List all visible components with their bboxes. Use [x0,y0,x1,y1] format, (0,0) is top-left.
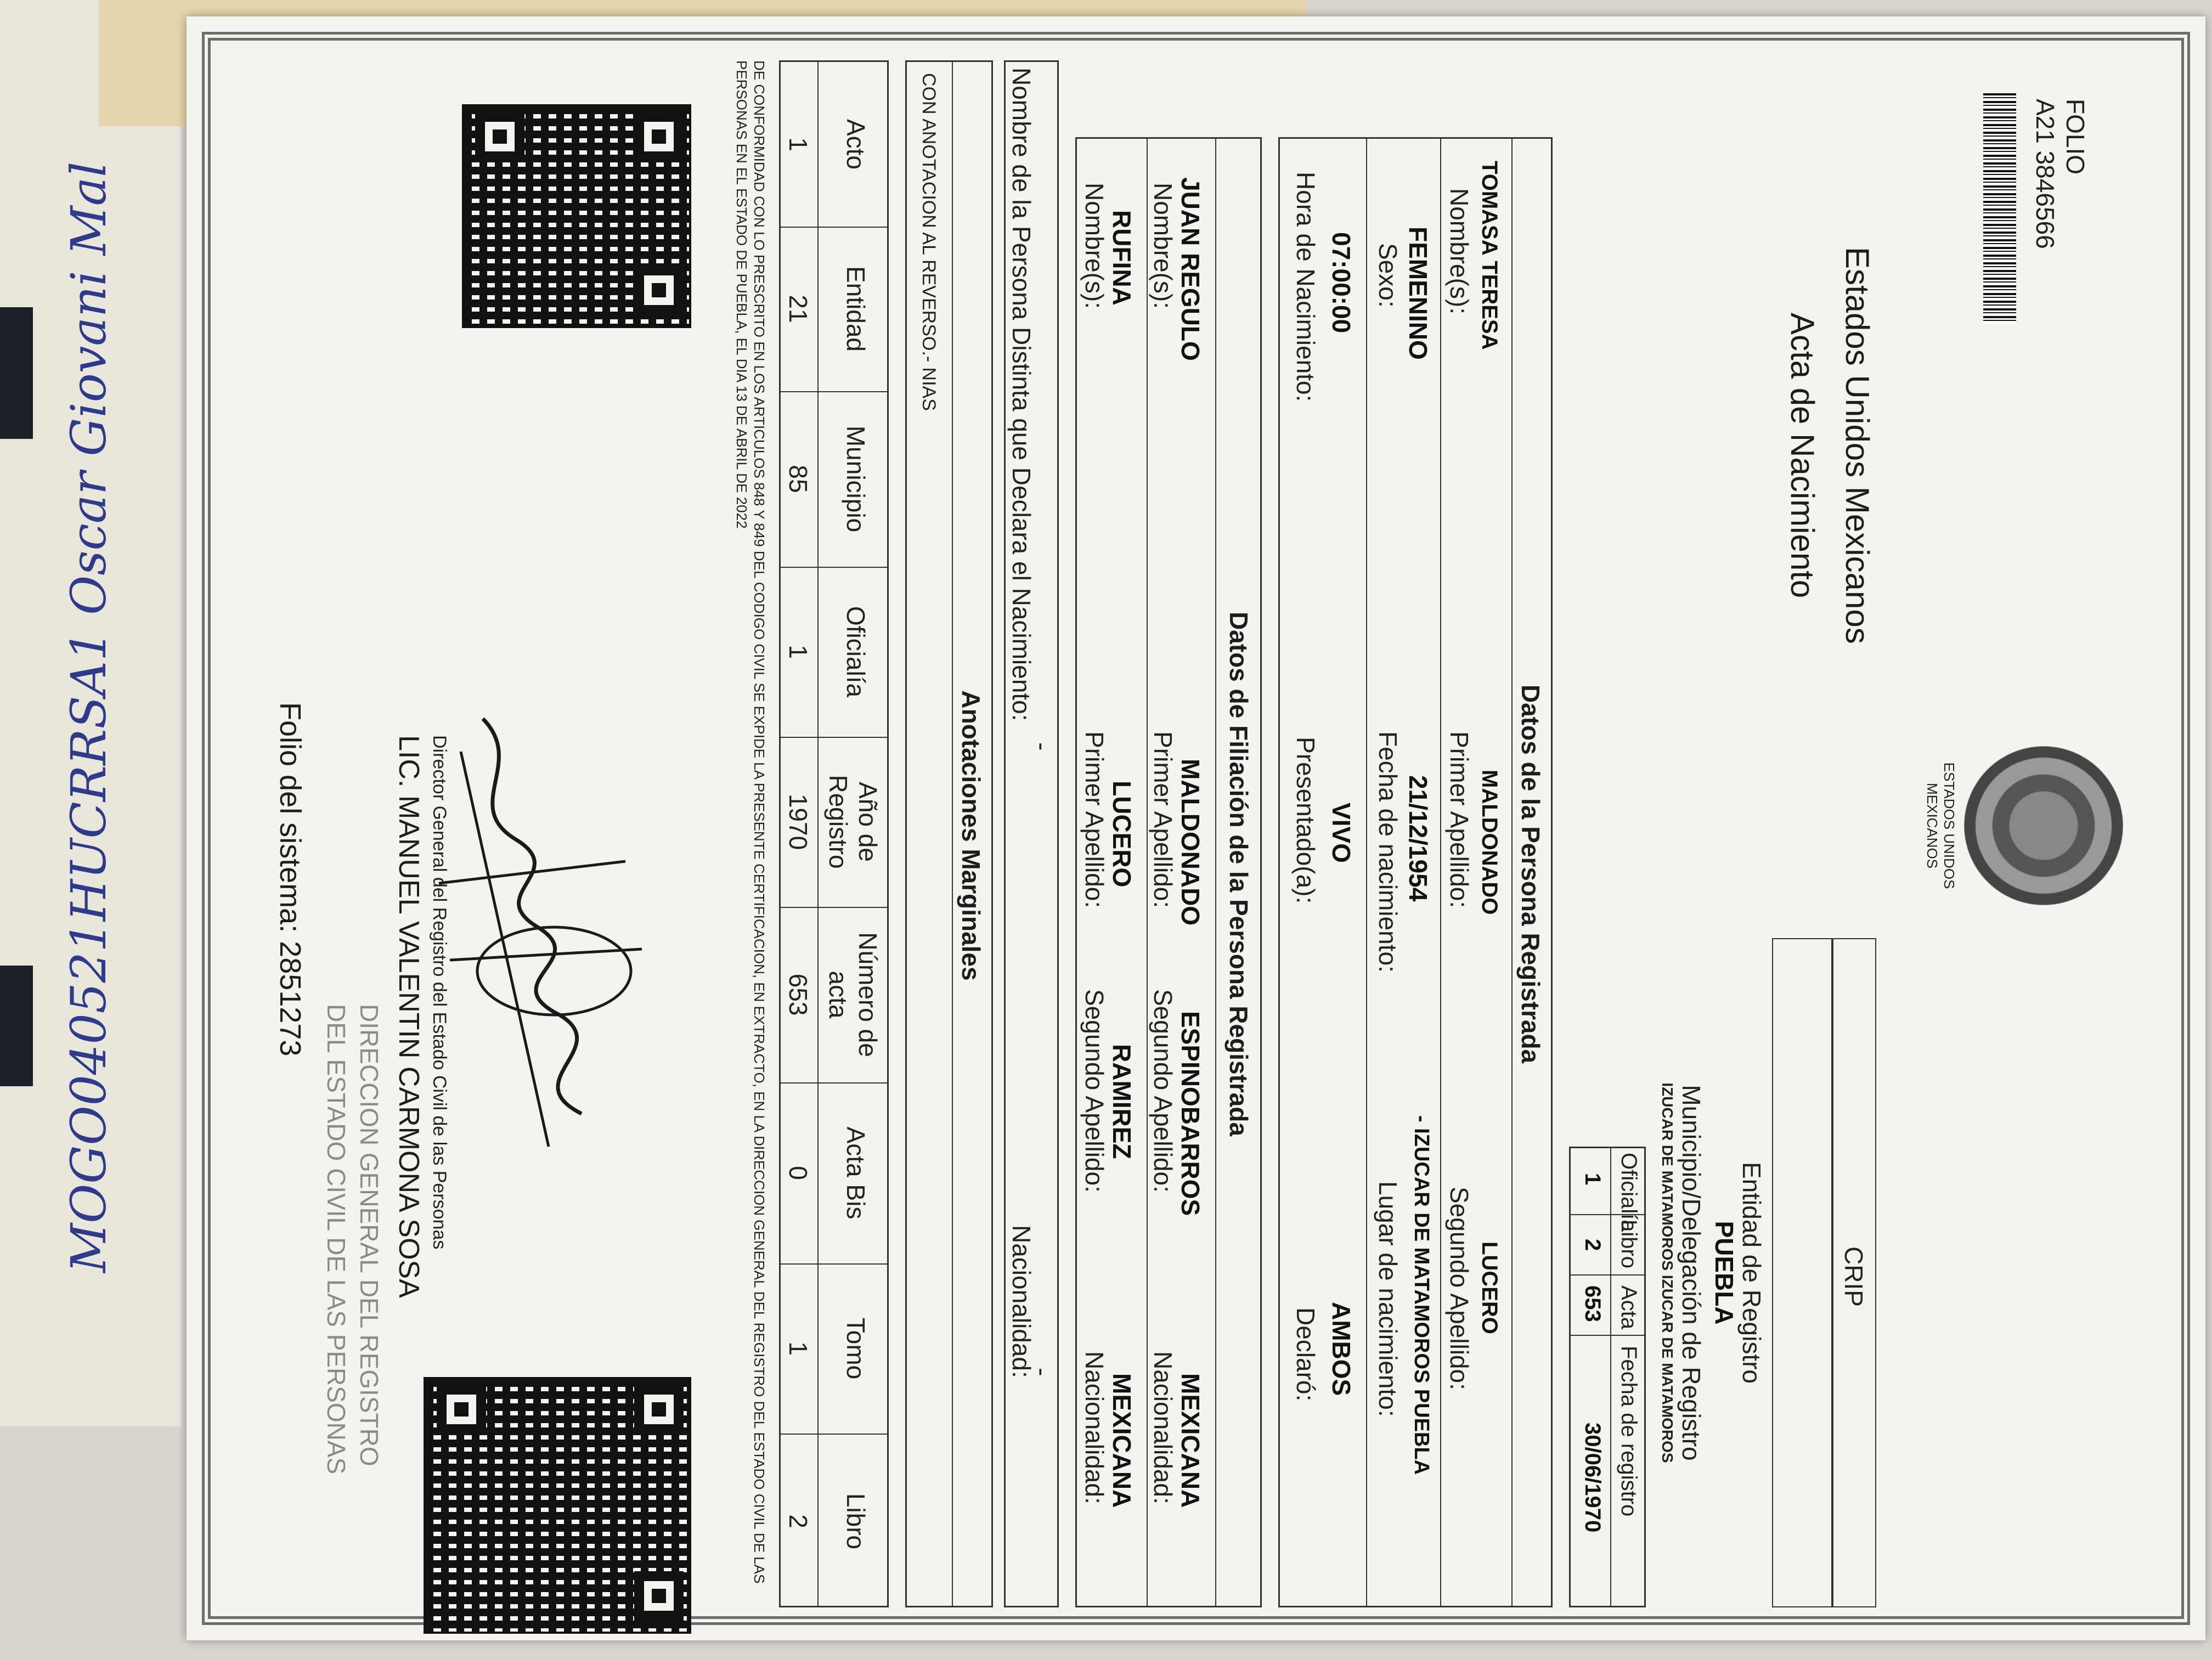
stamp-line-2: DEL ESTADO CIVIL DE LAS PERSONAS [322,1004,351,1475]
madre-segundo-apellido-label: Segundo Apellido: [1080,989,1109,1193]
presentado-value: VIVO [1327,803,1356,863]
fecha-registro-value: 30/06/1970 [1581,1423,1605,1533]
libro-value: 2 [1581,1239,1605,1251]
director-signature [417,697,691,1190]
padre-nombres-value: JUAN REGULO [1176,177,1205,361]
filiacion-table [1075,137,1262,1607]
handwritten-note [22,38,159,1273]
seal-text: ESTADOS UNIDOS MEXICANOS [1924,762,1957,889]
padre-nacionalidad-label: Nacionalidad: [1149,1351,1177,1504]
document-title: Acta de Nacimiento [1784,313,1821,599]
lugar-nacimiento-value: - IZUCAR DE MATAMOROS PUEBLA [1410,1115,1433,1475]
padre-primer-apellido-label: Primer Apellido: [1149,731,1177,909]
madre-nacionalidad-label: Nacionalidad: [1080,1351,1109,1504]
tomo-value: 1 [784,1341,812,1356]
national-seal-icon [1964,746,2123,905]
stamp-line-1: DIRECCION GENERAL DEL REGISTRO [355,1004,383,1466]
persona-distinta-nacionalidad-label: Nacionalidad: [1007,1225,1036,1378]
director-title: Director General del Registro del Estado Civil de las Personas [429,735,450,1250]
madre-segundo-apellido-value: RAMIREZ [1108,1044,1136,1159]
anotaciones-table [905,60,993,1607]
birth-certificate [187,16,2205,1640]
entidad-value: PUEBLA [1710,1221,1739,1325]
padre-nombres-label: Nombre(s): [1149,183,1177,309]
madre-nombres-label: Nombre(s): [1080,183,1109,309]
persona-distinta-row [1004,60,1059,1607]
crip-box [1832,938,1876,1607]
acta-bis-header: Acta Bis [842,1126,870,1220]
numero-acta-header: Número de acta [824,932,882,1057]
segundo-apellido-value: LUCERO [1477,1242,1502,1334]
nombres-label: Nombre(s): [1445,188,1474,315]
country-name: Estados Unidos Mexicanos [1839,247,1876,644]
entidad-label: Entidad de Registro [1737,1161,1766,1384]
registro-summary-table [779,60,889,1607]
conformidad-text: DE CONFORMIDAD CON LO PRESCRITO EN LOS ARTICULOS 848 Y 849 DEL CODIGO CIVIL SE EXPIDE LA PRESENTE CERTIFICACION, EN EXTRACTO, EN LA DIRECCION GENERAL DEL REGISTRO DEL ESTADO CIVIL DE LAS PERSONAS EN EL ESTADO DE PUEBLA, EL DIA 13 DE ABRIL DE 2022 [733,60,768,1584]
declaro-value: AMBOS [1327,1302,1356,1396]
entidad-code-value: 21 [784,295,812,323]
anotaciones-title: Anotaciones Marginales [957,690,985,981]
entidad-header: Entidad [842,266,870,352]
director-name: LIC. MANUEL VALENTIN CARMONA SOSA [393,735,425,1298]
libro-header-bottom: Libro [842,1493,870,1550]
padre-primer-apellido-value: MALDONADO [1176,759,1205,926]
segundo-apellido-label: Segundo Apellido: [1445,1187,1474,1390]
acto-value: 1 [784,137,812,151]
acto-header: Acto [842,119,870,170]
oficialia-value-bottom: 1 [784,645,812,659]
fecha-nacimiento-label: Fecha de nacimiento: [1374,731,1402,973]
primer-apellido-value: MALDONADO [1477,770,1502,915]
crip-value-box [1772,938,1832,1607]
qr-code-left [462,104,691,328]
persona-distinta-nacionalidad-dash: - [1028,1368,1057,1376]
presentado-label: Presentado(a): [1291,737,1320,904]
municipio-label: Municipio/Delegación de Registro [1677,1085,1706,1461]
handwritten-text: MOGO040521HUCRRSA1 Oscar Giovani Mal [60,161,117,1273]
fecha-registro-header: Fecha de registro [1617,1346,1641,1517]
madre-nacionalidad-value: MEXICANA [1108,1373,1136,1508]
madre-primer-apellido-value: LUCERO [1108,781,1136,888]
qr-code-right [424,1377,691,1634]
oficialia-header: Oficialía [1617,1153,1641,1232]
folio-label: FOLIO [2061,99,2090,175]
persona-distinta-dash: - [1028,742,1057,751]
madre-primer-apellido-label: Primer Apellido: [1080,731,1109,909]
anio-registro-value: 1970 [784,793,812,850]
oficialia-value: 1 [1581,1173,1605,1186]
acta-header: Acta [1617,1285,1641,1330]
numero-acta-value: 653 [784,973,812,1016]
municipio-value: IZUCAR DE MATAMOROS IZUCAR DE MATAMOROS [1659,1082,1676,1463]
filiacion-section-title: Datos de Filiación de la Persona Registrada [1224,611,1253,1137]
madre-nombres-value: RUFINA [1108,210,1136,306]
municipio-code-value: 85 [784,465,812,493]
oficialia-header-bottom: Oficialía [842,606,870,698]
primer-apellido-label: Primer Apellido: [1445,731,1474,909]
persona-section-title: Datos de la Persona Registrada [1516,684,1545,1064]
fecha-nacimiento-value: 21/12/1954 [1404,775,1432,902]
acta-value: 653 [1581,1285,1605,1322]
persona-registrada-table [1278,137,1553,1607]
hora-nacimiento-label: Hora de Nacimiento: [1291,172,1320,402]
barcode [1983,93,2016,324]
sexo-value: FEMENINO [1404,227,1432,360]
folio-value: A21 3846566 [2031,99,2059,249]
acta-bis-value: 0 [784,1166,812,1180]
padre-segundo-apellido-value: ESPINOBARROS [1176,1011,1205,1216]
nombres-value: TOMASA TERESA [1477,161,1502,350]
anio-registro-header: Año de Registro [824,775,882,869]
tomo-header: Tomo [842,1317,870,1380]
folio-sistema: Folio del sistema: 2851273 [274,702,307,1057]
sexo-label: Sexo: [1374,243,1402,308]
registration-table [1569,1147,1646,1607]
libro-value-bottom: 2 [784,1514,812,1528]
declaro-label: Declaró: [1291,1307,1320,1402]
padre-segundo-apellido-label: Segundo Apellido: [1149,989,1177,1193]
libro-header: Libro [1617,1220,1641,1268]
municipio-header: Municipio [842,425,870,533]
padre-nacionalidad-value: MEXICANA [1176,1373,1205,1508]
crip-label: CRIP [1839,1246,1868,1307]
anotaciones-text: CON ANOTACION AL REVERSO.- NIAS [918,73,939,411]
hora-nacimiento-value: 07:00:00 [1327,232,1356,334]
lugar-nacimiento-label: Lugar de nacimiento: [1374,1181,1402,1417]
persona-distinta-label: Nombre de la Persona Distinta que Declara el Nacimiento: [1007,67,1036,721]
